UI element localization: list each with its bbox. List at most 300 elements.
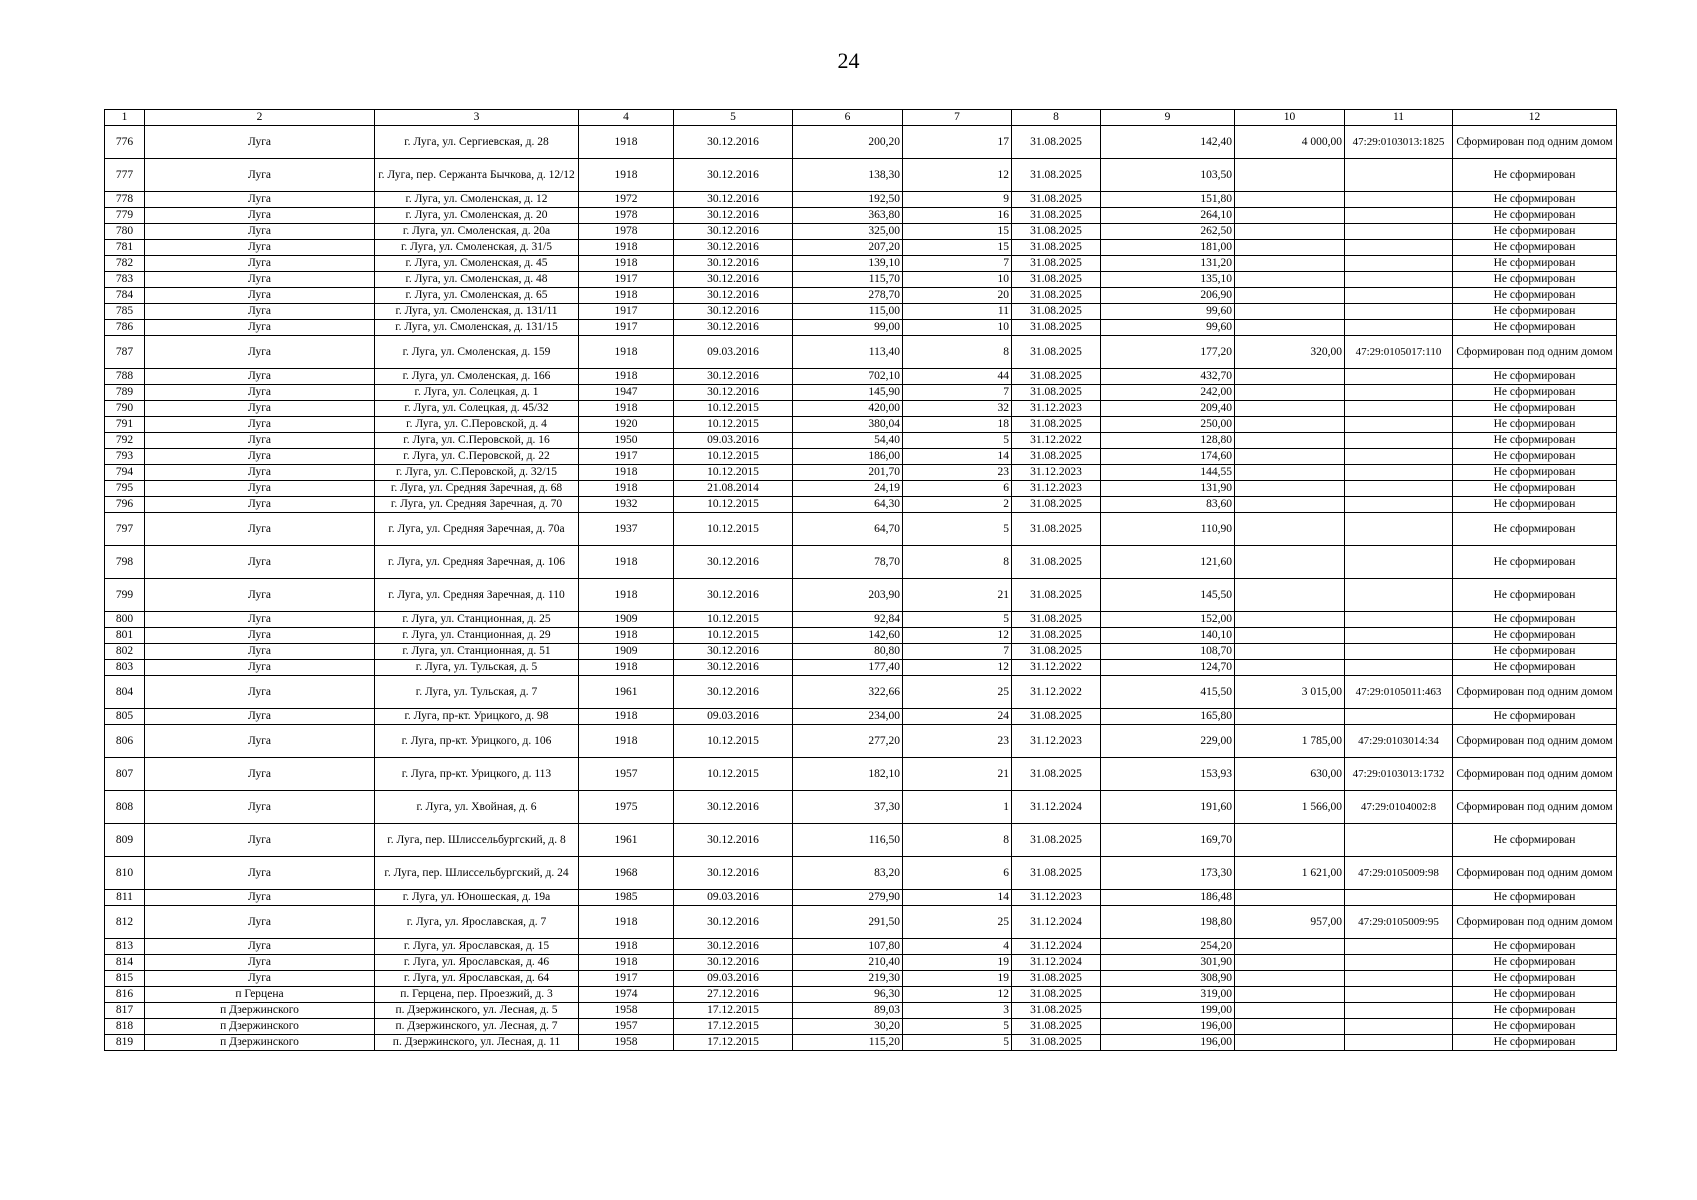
- table-row: [105, 240, 1617, 256]
- land-area-cell: 4 000,00: [1235, 126, 1345, 159]
- table-row: [105, 628, 1617, 644]
- row-number-cell: 786: [105, 320, 145, 336]
- table-row: [105, 304, 1617, 320]
- resettlement-deadline-cell: 31.08.2025: [1012, 824, 1101, 857]
- area-cell: 107,80: [793, 939, 903, 955]
- row-number-cell: 779: [105, 208, 145, 224]
- row-number-cell: 808: [105, 791, 145, 824]
- cadastral-number-cell: [1345, 497, 1453, 513]
- row-number-cell: 784: [105, 288, 145, 304]
- resettlement-deadline-cell: 31.08.2025: [1012, 1003, 1101, 1019]
- year-built-cell: 1918: [579, 159, 674, 192]
- planned-area-cell: 151,80: [1101, 192, 1235, 208]
- recognition-date-cell: 30.12.2016: [674, 857, 793, 890]
- settlement-cell: Луга: [145, 791, 375, 824]
- table-row: [105, 272, 1617, 288]
- settlement-cell: п Дзержинского: [145, 1035, 375, 1051]
- land-status-cell: Не сформирован: [1453, 1003, 1617, 1019]
- year-built-cell: 1932: [579, 497, 674, 513]
- table-row: [105, 857, 1617, 890]
- land-area-cell: 3 015,00: [1235, 676, 1345, 709]
- resettlement-deadline-cell: 31.08.2025: [1012, 612, 1101, 628]
- area-cell: 192,50: [793, 192, 903, 208]
- cadastral-number-cell: [1345, 513, 1453, 546]
- area-cell: 420,00: [793, 401, 903, 417]
- address-cell: г. Луга, ул. С.Перовской, д. 4: [375, 417, 579, 433]
- area-cell: 116,50: [793, 824, 903, 857]
- land-status-cell: Не сформирован: [1453, 497, 1617, 513]
- land-status-cell: Не сформирован: [1453, 224, 1617, 240]
- recognition-date-cell: 30.12.2016: [674, 791, 793, 824]
- residents-cell: 18: [903, 417, 1012, 433]
- settlement-cell: Луга: [145, 256, 375, 272]
- year-built-cell: 1917: [579, 304, 674, 320]
- settlement-cell: Луга: [145, 939, 375, 955]
- year-built-cell: 1918: [579, 906, 674, 939]
- residents-cell: 1: [903, 791, 1012, 824]
- address-cell: г. Луга, пер. Шлиссельбургский, д. 8: [375, 824, 579, 857]
- resettlement-deadline-cell: 31.08.2025: [1012, 758, 1101, 791]
- table-row: [105, 497, 1617, 513]
- year-built-cell: 1917: [579, 320, 674, 336]
- land-status-cell: Не сформирован: [1453, 709, 1617, 725]
- table-row: [105, 1035, 1617, 1051]
- row-number-cell: 787: [105, 336, 145, 369]
- resettlement-deadline-cell: 31.12.2024: [1012, 939, 1101, 955]
- address-cell: г. Луга, ул. Ярославская, д. 46: [375, 955, 579, 971]
- column-header: 6: [793, 110, 903, 126]
- area-cell: 201,70: [793, 465, 903, 481]
- row-number-cell: 802: [105, 644, 145, 660]
- settlement-cell: Луга: [145, 481, 375, 497]
- row-number-cell: 788: [105, 369, 145, 385]
- cadastral-number-cell: [1345, 192, 1453, 208]
- table-row: [105, 159, 1617, 192]
- land-area-cell: [1235, 465, 1345, 481]
- resettlement-deadline-cell: 31.08.2025: [1012, 369, 1101, 385]
- row-number-cell: 777: [105, 159, 145, 192]
- land-area-cell: [1235, 955, 1345, 971]
- recognition-date-cell: 10.12.2015: [674, 465, 793, 481]
- year-built-cell: 1918: [579, 955, 674, 971]
- cadastral-number-cell: [1345, 1019, 1453, 1035]
- settlement-cell: Луга: [145, 336, 375, 369]
- land-status-cell: Сформирован под одним домом: [1453, 857, 1617, 890]
- area-cell: 96,30: [793, 987, 903, 1003]
- year-built-cell: 1918: [579, 939, 674, 955]
- housing-register-table: [104, 109, 1617, 1051]
- area-cell: 30,20: [793, 1019, 903, 1035]
- area-cell: 278,70: [793, 288, 903, 304]
- recognition-date-cell: 30.12.2016: [674, 320, 793, 336]
- area-cell: 325,00: [793, 224, 903, 240]
- settlement-cell: Луга: [145, 126, 375, 159]
- cadastral-number-cell: [1345, 481, 1453, 497]
- land-area-cell: [1235, 159, 1345, 192]
- settlement-cell: Луга: [145, 857, 375, 890]
- year-built-cell: 1918: [579, 546, 674, 579]
- planned-area-cell: 99,60: [1101, 304, 1235, 320]
- area-cell: 113,40: [793, 336, 903, 369]
- planned-area-cell: 128,80: [1101, 433, 1235, 449]
- recognition-date-cell: 30.12.2016: [674, 676, 793, 709]
- area-cell: 54,40: [793, 433, 903, 449]
- area-cell: 182,10: [793, 758, 903, 791]
- resettlement-deadline-cell: 31.12.2022: [1012, 676, 1101, 709]
- row-number-cell: 810: [105, 857, 145, 890]
- area-cell: 115,70: [793, 272, 903, 288]
- row-number-cell: 819: [105, 1035, 145, 1051]
- area-cell: 80,80: [793, 644, 903, 660]
- row-number-cell: 804: [105, 676, 145, 709]
- planned-area-cell: 196,00: [1101, 1035, 1235, 1051]
- residents-cell: 23: [903, 465, 1012, 481]
- settlement-cell: Луга: [145, 497, 375, 513]
- planned-area-cell: 99,60: [1101, 320, 1235, 336]
- land-status-cell: Не сформирован: [1453, 824, 1617, 857]
- land-status-cell: Не сформирован: [1453, 612, 1617, 628]
- land-area-cell: [1235, 385, 1345, 401]
- resettlement-deadline-cell: 31.12.2024: [1012, 955, 1101, 971]
- land-status-cell: Не сформирован: [1453, 288, 1617, 304]
- settlement-cell: Луга: [145, 288, 375, 304]
- land-area-cell: [1235, 208, 1345, 224]
- land-status-cell: Не сформирован: [1453, 192, 1617, 208]
- table-row: [105, 612, 1617, 628]
- resettlement-deadline-cell: 31.08.2025: [1012, 320, 1101, 336]
- row-number-cell: 778: [105, 192, 145, 208]
- settlement-cell: Луга: [145, 272, 375, 288]
- settlement-cell: Луга: [145, 579, 375, 612]
- address-cell: п. Герцена, пер. Проезжий, д. 3: [375, 987, 579, 1003]
- area-cell: 322,66: [793, 676, 903, 709]
- residents-cell: 14: [903, 890, 1012, 906]
- settlement-cell: Луга: [145, 417, 375, 433]
- table-row: [105, 579, 1617, 612]
- land-status-cell: Не сформирован: [1453, 546, 1617, 579]
- row-number-cell: 776: [105, 126, 145, 159]
- area-cell: 89,03: [793, 1003, 903, 1019]
- year-built-cell: 1918: [579, 126, 674, 159]
- cadastral-number-cell: 47:29:0105009:98: [1345, 857, 1453, 890]
- residents-cell: 17: [903, 126, 1012, 159]
- table-row: [105, 369, 1617, 385]
- table-row: [105, 824, 1617, 857]
- cadastral-number-cell: [1345, 1003, 1453, 1019]
- table-row: [105, 433, 1617, 449]
- area-cell: 142,60: [793, 628, 903, 644]
- resettlement-deadline-cell: 31.08.2025: [1012, 579, 1101, 612]
- address-cell: г. Луга, ул. Ярославская, д. 64: [375, 971, 579, 987]
- land-area-cell: [1235, 628, 1345, 644]
- column-header: 10: [1235, 110, 1345, 126]
- resettlement-deadline-cell: 31.12.2022: [1012, 660, 1101, 676]
- column-header: 4: [579, 110, 674, 126]
- land-area-cell: 957,00: [1235, 906, 1345, 939]
- column-header: 12: [1453, 110, 1617, 126]
- address-cell: г. Луга, пр-кт. Урицкого, д. 98: [375, 709, 579, 725]
- land-status-cell: Не сформирован: [1453, 628, 1617, 644]
- table-row: [105, 224, 1617, 240]
- address-cell: г. Луга, пр-кт. Урицкого, д. 106: [375, 725, 579, 758]
- year-built-cell: 1918: [579, 369, 674, 385]
- recognition-date-cell: 30.12.2016: [674, 224, 793, 240]
- address-cell: г. Луга, ул. Сергиевская, д. 28: [375, 126, 579, 159]
- land-area-cell: [1235, 939, 1345, 955]
- land-status-cell: Не сформирован: [1453, 159, 1617, 192]
- address-cell: г. Луга, пер. Сержанта Бычкова, д. 12/12: [375, 159, 579, 192]
- settlement-cell: Луга: [145, 628, 375, 644]
- row-number-cell: 796: [105, 497, 145, 513]
- planned-area-cell: 415,50: [1101, 676, 1235, 709]
- residents-cell: 5: [903, 1035, 1012, 1051]
- settlement-cell: Луга: [145, 758, 375, 791]
- land-status-cell: Не сформирован: [1453, 955, 1617, 971]
- resettlement-deadline-cell: 31.08.2025: [1012, 417, 1101, 433]
- resettlement-deadline-cell: 31.08.2025: [1012, 192, 1101, 208]
- address-cell: г. Луга, ул. Смоленская, д. 45: [375, 256, 579, 272]
- residents-cell: 20: [903, 288, 1012, 304]
- year-built-cell: 1958: [579, 1035, 674, 1051]
- planned-area-cell: 250,00: [1101, 417, 1235, 433]
- residents-cell: 7: [903, 256, 1012, 272]
- land-status-cell: Не сформирован: [1453, 272, 1617, 288]
- settlement-cell: Луга: [145, 660, 375, 676]
- area-cell: 203,90: [793, 579, 903, 612]
- address-cell: г. Луга, ул. Смоленская, д. 12: [375, 192, 579, 208]
- row-number-cell: 783: [105, 272, 145, 288]
- address-cell: г. Луга, ул. Смоленская, д. 48: [375, 272, 579, 288]
- table-row: [105, 401, 1617, 417]
- year-built-cell: 1974: [579, 987, 674, 1003]
- cadastral-number-cell: 47:29:0103014:34: [1345, 725, 1453, 758]
- land-status-cell: Не сформирован: [1453, 417, 1617, 433]
- area-cell: 363,80: [793, 208, 903, 224]
- page-number: 24: [837, 48, 860, 73]
- land-status-cell: Сформирован под одним домом: [1453, 126, 1617, 159]
- land-status-cell: Сформирован под одним домом: [1453, 676, 1617, 709]
- cadastral-number-cell: [1345, 159, 1453, 192]
- table-row: [105, 939, 1617, 955]
- address-cell: г. Луга, ул. Смоленская, д. 131/15: [375, 320, 579, 336]
- resettlement-deadline-cell: 31.08.2025: [1012, 385, 1101, 401]
- planned-area-cell: 131,20: [1101, 256, 1235, 272]
- residents-cell: 44: [903, 369, 1012, 385]
- recognition-date-cell: 10.12.2015: [674, 628, 793, 644]
- land-area-cell: [1235, 1035, 1345, 1051]
- address-cell: г. Луга, ул. Станционная, д. 51: [375, 644, 579, 660]
- year-built-cell: 1961: [579, 824, 674, 857]
- resettlement-deadline-cell: 31.12.2023: [1012, 725, 1101, 758]
- residents-cell: 15: [903, 240, 1012, 256]
- address-cell: п. Дзержинского, ул. Лесная, д. 5: [375, 1003, 579, 1019]
- cadastral-number-cell: [1345, 369, 1453, 385]
- table-row: [105, 336, 1617, 369]
- cadastral-number-cell: [1345, 644, 1453, 660]
- address-cell: г. Луга, ул. Средняя Заречная, д. 70а: [375, 513, 579, 546]
- residents-cell: 4: [903, 939, 1012, 955]
- land-status-cell: Не сформирован: [1453, 208, 1617, 224]
- planned-area-cell: 145,50: [1101, 579, 1235, 612]
- cadastral-number-cell: 47:29:0104002:8: [1345, 791, 1453, 824]
- resettlement-deadline-cell: 31.08.2025: [1012, 208, 1101, 224]
- cadastral-number-cell: [1345, 955, 1453, 971]
- land-area-cell: 320,00: [1235, 336, 1345, 369]
- land-area-cell: [1235, 612, 1345, 628]
- residents-cell: 5: [903, 612, 1012, 628]
- year-built-cell: 1968: [579, 857, 674, 890]
- year-built-cell: 1918: [579, 336, 674, 369]
- land-status-cell: Не сформирован: [1453, 579, 1617, 612]
- area-cell: 64,30: [793, 497, 903, 513]
- recognition-date-cell: 09.03.2016: [674, 433, 793, 449]
- table-row: [105, 288, 1617, 304]
- planned-area-cell: 135,10: [1101, 272, 1235, 288]
- land-status-cell: Сформирован под одним домом: [1453, 336, 1617, 369]
- land-area-cell: [1235, 272, 1345, 288]
- land-status-cell: Сформирован под одним домом: [1453, 906, 1617, 939]
- settlement-cell: Луга: [145, 644, 375, 660]
- planned-area-cell: 301,90: [1101, 955, 1235, 971]
- address-cell: г. Луга, ул. Средняя Заречная, д. 106: [375, 546, 579, 579]
- address-cell: г. Луга, ул. Смоленская, д. 131/11: [375, 304, 579, 320]
- table-row: [105, 1019, 1617, 1035]
- recognition-date-cell: 30.12.2016: [674, 660, 793, 676]
- settlement-cell: Луга: [145, 890, 375, 906]
- address-cell: г. Луга, ул. Средняя Заречная, д. 110: [375, 579, 579, 612]
- year-built-cell: 1937: [579, 513, 674, 546]
- land-status-cell: Не сформирован: [1453, 939, 1617, 955]
- settlement-cell: Луга: [145, 971, 375, 987]
- cadastral-number-cell: [1345, 433, 1453, 449]
- table-row: [105, 192, 1617, 208]
- cadastral-number-cell: 47:29:0105017:110: [1345, 336, 1453, 369]
- resettlement-deadline-cell: 31.08.2025: [1012, 449, 1101, 465]
- table-row: [105, 987, 1617, 1003]
- resettlement-deadline-cell: 31.08.2025: [1012, 159, 1101, 192]
- settlement-cell: Луга: [145, 725, 375, 758]
- address-cell: г. Луга, ул. Средняя Заречная, д. 70: [375, 497, 579, 513]
- land-area-cell: 1 621,00: [1235, 857, 1345, 890]
- address-cell: г. Луга, ул. Ярославская, д. 15: [375, 939, 579, 955]
- settlement-cell: Луга: [145, 513, 375, 546]
- column-header: 9: [1101, 110, 1235, 126]
- residents-cell: 3: [903, 1003, 1012, 1019]
- land-area-cell: [1235, 660, 1345, 676]
- recognition-date-cell: 10.12.2015: [674, 612, 793, 628]
- row-number-cell: 811: [105, 890, 145, 906]
- land-status-cell: Не сформирован: [1453, 644, 1617, 660]
- row-number-cell: 793: [105, 449, 145, 465]
- residents-cell: 25: [903, 676, 1012, 709]
- land-status-cell: Не сформирован: [1453, 660, 1617, 676]
- resettlement-deadline-cell: 31.08.2025: [1012, 336, 1101, 369]
- row-number-cell: 799: [105, 579, 145, 612]
- cadastral-number-cell: [1345, 240, 1453, 256]
- table-row: [105, 644, 1617, 660]
- year-built-cell: 1972: [579, 192, 674, 208]
- residents-cell: 8: [903, 824, 1012, 857]
- land-area-cell: [1235, 304, 1345, 320]
- area-cell: 291,50: [793, 906, 903, 939]
- land-area-cell: [1235, 224, 1345, 240]
- residents-cell: 10: [903, 272, 1012, 288]
- table-row: [105, 971, 1617, 987]
- planned-area-cell: 103,50: [1101, 159, 1235, 192]
- row-number-cell: 800: [105, 612, 145, 628]
- year-built-cell: 1918: [579, 465, 674, 481]
- resettlement-deadline-cell: 31.08.2025: [1012, 628, 1101, 644]
- settlement-cell: Луга: [145, 676, 375, 709]
- land-area-cell: [1235, 497, 1345, 513]
- resettlement-deadline-cell: 31.12.2023: [1012, 401, 1101, 417]
- resettlement-deadline-cell: 31.12.2024: [1012, 791, 1101, 824]
- year-built-cell: 1909: [579, 644, 674, 660]
- land-area-cell: [1235, 644, 1345, 660]
- table-row: [105, 758, 1617, 791]
- land-area-cell: 1 785,00: [1235, 725, 1345, 758]
- residents-cell: 8: [903, 336, 1012, 369]
- row-number-cell: 803: [105, 660, 145, 676]
- area-cell: 380,04: [793, 417, 903, 433]
- row-number-cell: 780: [105, 224, 145, 240]
- resettlement-deadline-cell: 31.08.2025: [1012, 126, 1101, 159]
- year-built-cell: 1947: [579, 385, 674, 401]
- land-status-cell: Не сформирован: [1453, 401, 1617, 417]
- address-cell: г. Луга, ул. С.Перовской, д. 22: [375, 449, 579, 465]
- resettlement-deadline-cell: 31.08.2025: [1012, 644, 1101, 660]
- row-number-cell: 812: [105, 906, 145, 939]
- settlement-cell: Луга: [145, 208, 375, 224]
- resettlement-deadline-cell: 31.08.2025: [1012, 272, 1101, 288]
- resettlement-deadline-cell: 31.08.2025: [1012, 987, 1101, 1003]
- recognition-date-cell: 10.12.2015: [674, 725, 793, 758]
- recognition-date-cell: 30.12.2016: [674, 126, 793, 159]
- settlement-cell: Луга: [145, 612, 375, 628]
- area-cell: 37,30: [793, 791, 903, 824]
- table-row: [105, 725, 1617, 758]
- table-row: [105, 513, 1617, 546]
- settlement-cell: Луга: [145, 906, 375, 939]
- land-status-cell: Не сформирован: [1453, 513, 1617, 546]
- planned-area-cell: 144,55: [1101, 465, 1235, 481]
- year-built-cell: 1918: [579, 709, 674, 725]
- recognition-date-cell: 09.03.2016: [674, 890, 793, 906]
- land-status-cell: Не сформирован: [1453, 987, 1617, 1003]
- year-built-cell: 1985: [579, 890, 674, 906]
- residents-cell: 6: [903, 857, 1012, 890]
- cadastral-number-cell: [1345, 385, 1453, 401]
- recognition-date-cell: 21.08.2014: [674, 481, 793, 497]
- planned-area-cell: 153,93: [1101, 758, 1235, 791]
- area-cell: 186,00: [793, 449, 903, 465]
- row-number-cell: 795: [105, 481, 145, 497]
- land-status-cell: Не сформирован: [1453, 481, 1617, 497]
- planned-area-cell: 308,90: [1101, 971, 1235, 987]
- planned-area-cell: 242,00: [1101, 385, 1235, 401]
- land-status-cell: Сформирован под одним домом: [1453, 758, 1617, 791]
- table-row: [105, 126, 1617, 159]
- cadastral-number-cell: [1345, 320, 1453, 336]
- settlement-cell: Луга: [145, 465, 375, 481]
- cadastral-number-cell: [1345, 824, 1453, 857]
- recognition-date-cell: 09.03.2016: [674, 709, 793, 725]
- address-cell: г. Луга, ул. С.Перовской, д. 16: [375, 433, 579, 449]
- cadastral-number-cell: [1345, 579, 1453, 612]
- row-number-cell: 797: [105, 513, 145, 546]
- address-cell: г. Луга, ул. Станционная, д. 25: [375, 612, 579, 628]
- planned-area-cell: 186,48: [1101, 890, 1235, 906]
